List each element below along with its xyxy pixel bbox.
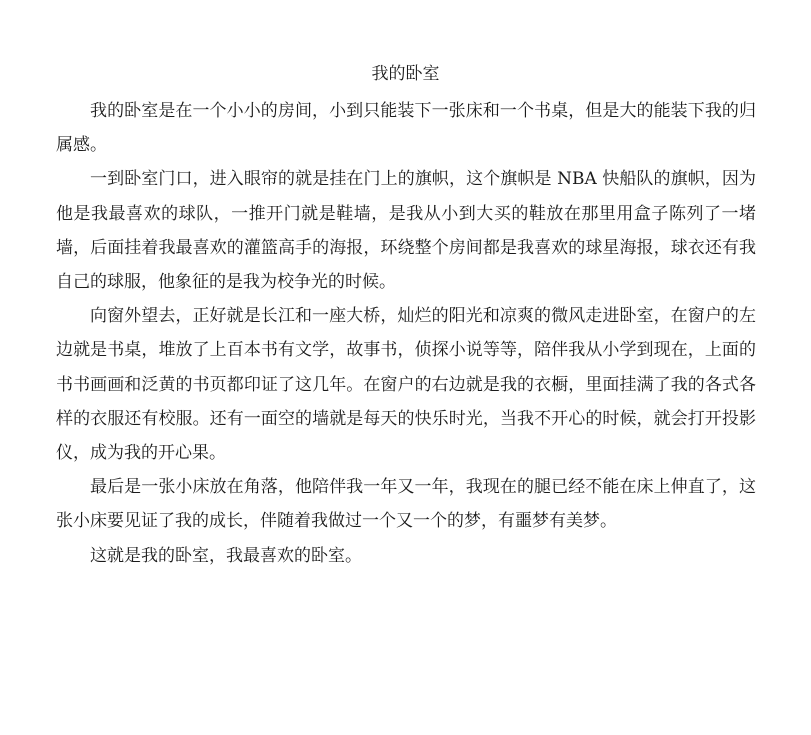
document-body xyxy=(56,94,756,573)
paragraph-1: 我的卧室是在一个小小的房间，小到只能装下一张床和一个书桌，但是大的能装下我的归属感。 xyxy=(56,101,756,156)
document-title: 我的卧室 xyxy=(371,64,440,84)
paragraph-5: 这就是我的卧室，我最喜欢的卧室。 xyxy=(90,545,362,566)
paragraph-4: 最后是一张小床放在角落，他陪伴我一年又一年，我现在的腿已经不能在床上伸直了，这张小床要见证了我的成长，伴随着我做过一个又一个的梦，有噩梦有美梦。 xyxy=(56,477,756,532)
paragraph-2: 一到卧室门口，进入眼帘的就是挂在门上的旗帜，这个旗帜是 NBA 快船队的旗帜，因为他是我最喜欢的球队，一推开门就是鞋墙，是我从小到大买的鞋放在那里用盒子陈列了一堵墙，后面挂着我最喜欢的灌篮高手的海报，环绕整个房间都是我喜欢的球星海报，球衣还有我自己的球服，他象征的是我为校争光的时候。 xyxy=(56,169,756,293)
paragraph-3: 向窗外望去，正好就是长江和一座大桥，灿烂的阳光和凉爽的微风走进卧室，在窗户的左边就是书桌，堆放了上百本书有文学，故事书，侦探小说等等，陪伴我从小学到现在，上面的书书画画和泛黄的书页都印证了这几年。在窗户的右边就是我的衣橱，里面挂满了我的各式各样的衣服还有校服。还有一面空的墙就是每天的快乐时光，当我不开心的时候，就会打开投影仪，成为我的开心果。 xyxy=(56,306,756,464)
